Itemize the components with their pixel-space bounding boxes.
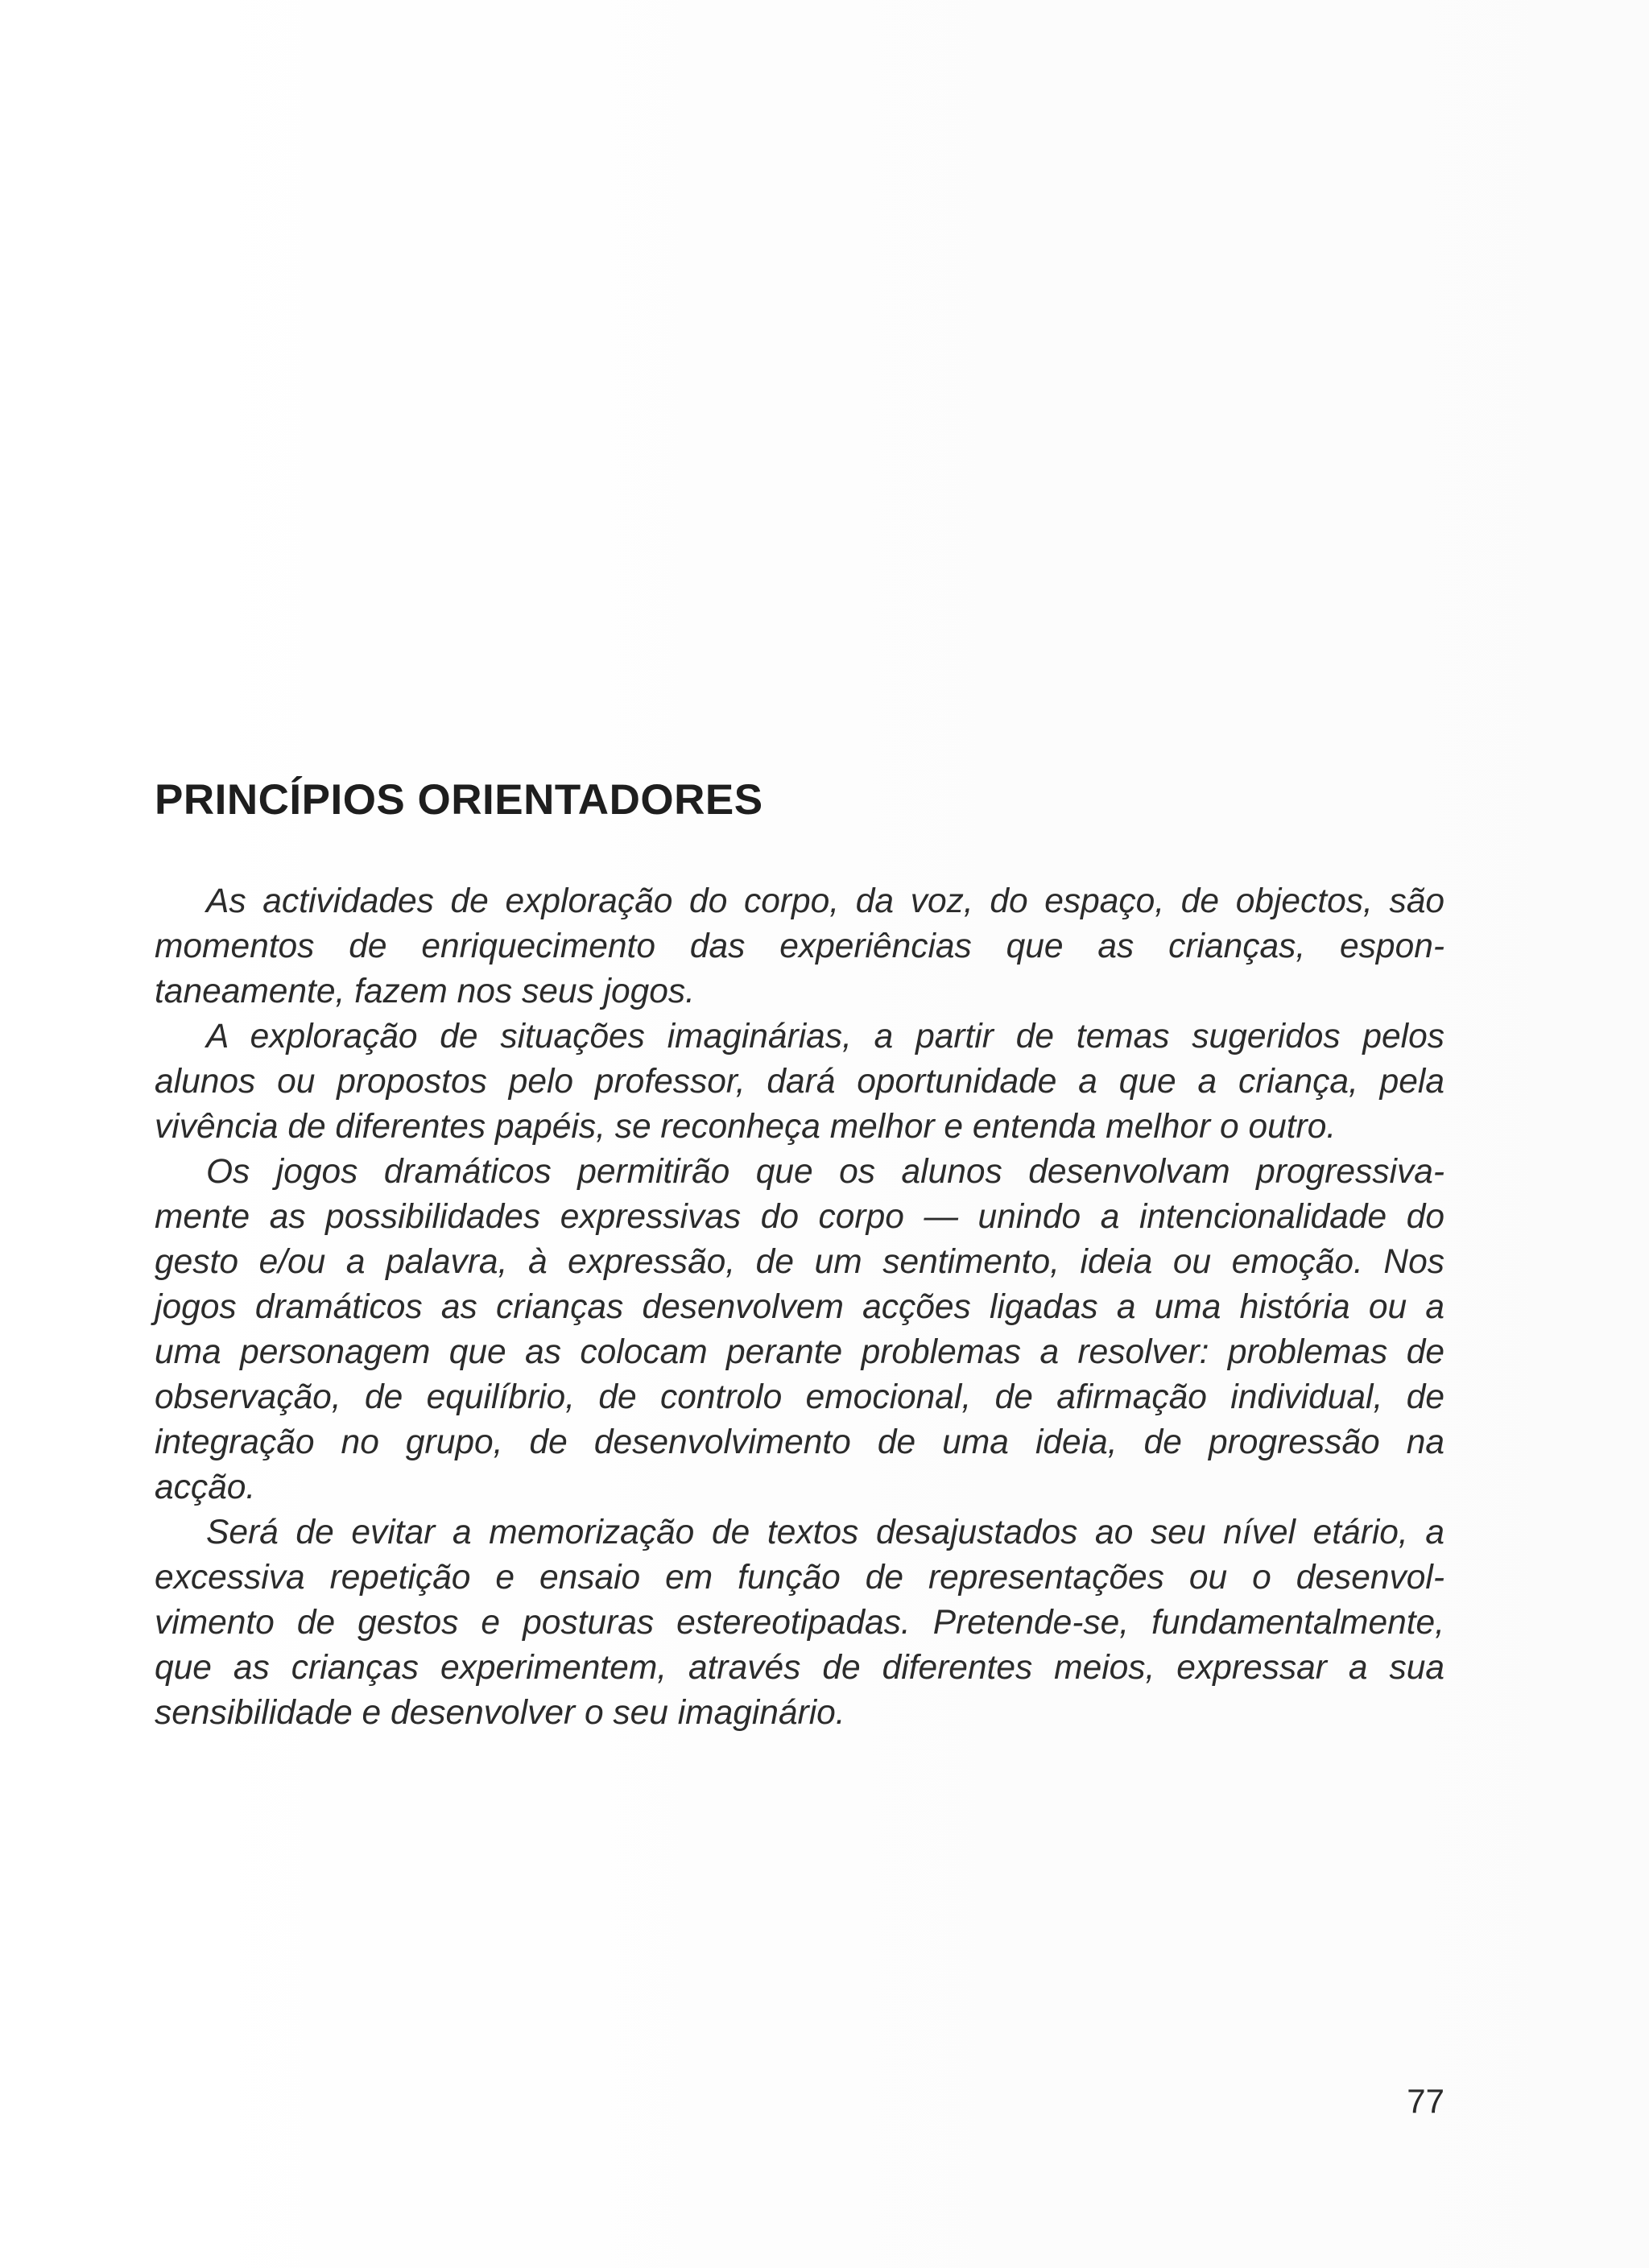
paragraph-4-line-1: Será de evitar a memorização de textos desajustados ao seu nível etário, a	[206, 1514, 1444, 1551]
paragraph-3-line-3: gesto e/ou a palavra, à expressão, de um sentimento, ideia ou emoção. Nos	[155, 1243, 1444, 1281]
paragraph-3-line-2: mente as possibilidades expressivas do corpo — unindo a intencionalidade do	[155, 1198, 1444, 1236]
body-text	[155, 879, 1444, 1736]
paragraph-2-line-1: A exploração de situações imaginárias, a partir de temas sugeridos pelos	[206, 1018, 1444, 1056]
paragraph-1-line-2: momentos de enriquecimento das experiências que as crianças, espon-	[155, 927, 1444, 965]
paragraph-4-line-3: vimento de gestos e posturas estereotipadas. Pretende-se, fundamentalmente,	[155, 1604, 1444, 1642]
paragraph-4-line-2: excessiva repetição e ensaio em função de representações ou o desenvol-	[155, 1559, 1444, 1597]
section-heading: PRINCÍPIOS ORIENTADORES	[155, 776, 763, 824]
paragraph-1-line-1: As actividades de exploração do corpo, da voz, do espaço, de objectos, são	[206, 882, 1444, 920]
paragraph-3-line-1: Os jogos dramáticos permitirão que os alunos desenvolvam progressiva-	[206, 1153, 1444, 1191]
paragraph-3-line-6: observação, de equilíbrio, de controlo emocional, de afirmação individual, de	[155, 1378, 1444, 1416]
paragraph-3-line-8: acção.	[155, 1469, 256, 1506]
paragraph-2-line-2: alunos ou propostos pelo professor, dará oportunidade a que a criança, pela	[155, 1063, 1444, 1101]
main-content	[155, 775, 1444, 1736]
paragraph-3-line-4: jogos dramáticos as crianças desenvolvem acções ligadas a uma história ou a	[155, 1288, 1444, 1326]
paragraph-3-line-5: uma personagem que as colocam perante problemas a resolver: problemas de	[155, 1333, 1444, 1371]
paragraph-4-line-4: que as crianças experimentem, através de diferentes meios, expressar a sua	[155, 1649, 1444, 1687]
paragraph-4-line-5: sensibilidade e desenvolver o seu imaginário.	[155, 1694, 845, 1732]
paragraph-1-line-3: taneamente, fazem nos seus jogos.	[155, 973, 695, 1010]
paragraph-3-line-7: integração no grupo, de desenvolvimento de uma ideia, de progressão na	[155, 1423, 1444, 1461]
page-number: 77	[1407, 2082, 1444, 2120]
paragraph-2-line-3: vivência de diferentes papéis, se reconheça melhor e entenda melhor o outro.	[155, 1108, 1337, 1146]
